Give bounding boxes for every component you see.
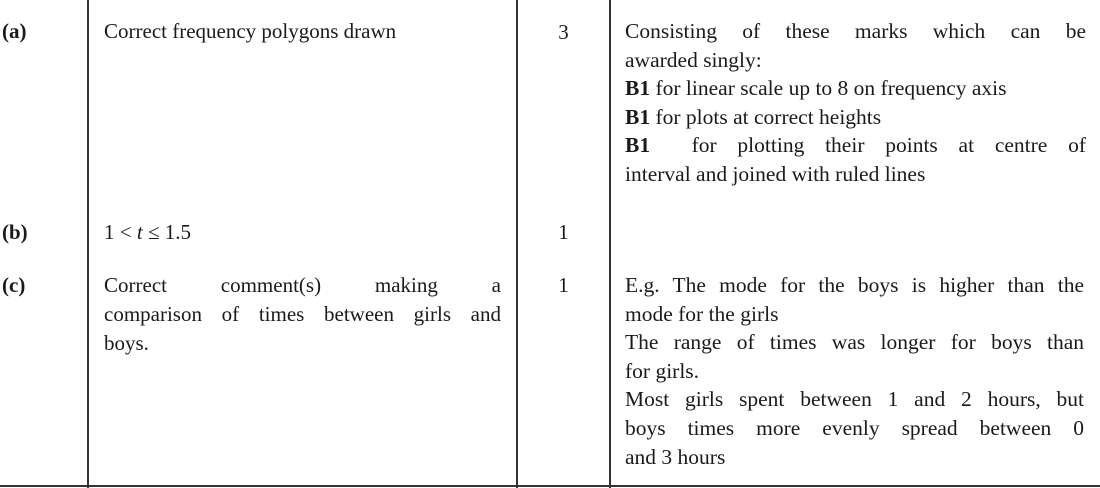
table-bottom-border	[0, 485, 1100, 487]
part-label-a: (a)	[2, 19, 27, 43]
notes-c-line-5: Most girls spent between 1 and 2 hours, but	[625, 387, 1084, 412]
mark-code-b1: B1	[625, 76, 651, 101]
notes-a-line-3	[625, 74, 1086, 103]
notes-a-line-3-text: for linear scale up to 8 on frequency axis	[655, 76, 1007, 101]
notes-c-line-7: and 3 hours	[625, 444, 726, 469]
mark-code-b1: B1	[625, 133, 651, 158]
answer-b	[104, 218, 191, 247]
notes-a-line-4	[625, 103, 1086, 132]
answer-b-right: ≤ 1.5	[147, 220, 191, 244]
answer-c-line-1: Correct comment(s) making a	[104, 273, 501, 297]
notes-c-line-3: The range of times was longer for boys than	[625, 330, 1084, 355]
mark-code-b1: B1	[625, 104, 651, 129]
notes-a-line-2: awarded singly:	[625, 47, 762, 72]
part-label-c: (c)	[2, 273, 26, 297]
mark-a: 3	[558, 20, 569, 44]
part-label-b: (b)	[2, 220, 28, 244]
notes-a	[625, 17, 1086, 189]
answer-b-left: 1 <	[104, 220, 132, 244]
notes-c	[625, 271, 1084, 471]
answer-b-variable: t	[136, 220, 143, 244]
notes-c-line-4: for girls.	[625, 358, 700, 383]
answer-c-line-2: comparison of times between girls and	[104, 302, 501, 326]
notes-c-line-6: boys times more evenly spread between 0	[625, 415, 1084, 440]
mark-b: 1	[558, 220, 569, 244]
notes-a-line-4-text: for plots at correct heights	[655, 104, 882, 129]
answer-c-line-3: boys.	[104, 331, 149, 355]
notes-a-line-6: interval and joined with ruled lines	[625, 161, 926, 186]
column-divider-3	[609, 0, 611, 488]
notes-a-line-5-text: for plotting their points at centre of	[691, 133, 1086, 158]
notes-a-line-5	[625, 131, 1086, 160]
mark-c: 1	[558, 273, 569, 297]
notes-a-line-1: Consisting of these marks which can be	[625, 19, 1086, 43]
answer-a: Correct frequency polygons drawn	[104, 19, 397, 43]
notes-c-line-1: E.g. The mode for the boys is higher than the	[625, 273, 1084, 297]
notes-c-line-2: mode for the girls	[625, 301, 779, 326]
answer-c	[104, 271, 501, 358]
column-divider-1	[87, 0, 89, 488]
